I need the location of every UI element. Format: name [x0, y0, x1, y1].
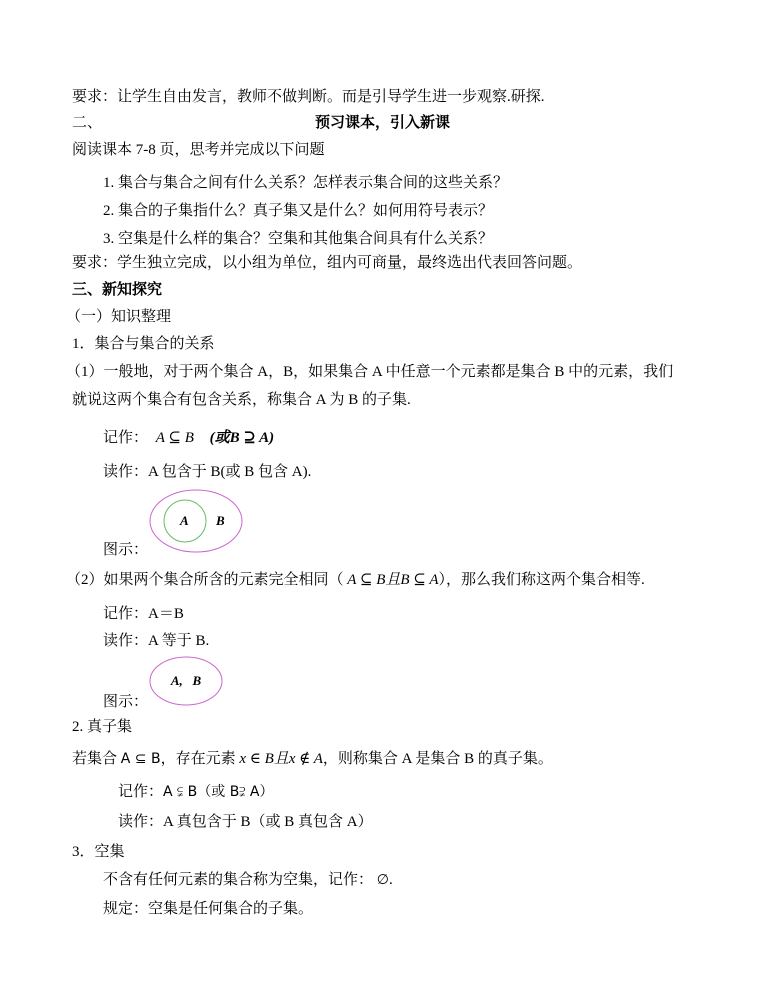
relation-heading: 1．集合与集合的关系 [72, 336, 215, 352]
subset-notation [103, 428, 274, 448]
proper-subset-definition [72, 749, 553, 769]
proper-subset-notation-formula: A ⫋ B（或 B⫌ A） [163, 784, 274, 800]
proper-subset-def-formula2: x ∈ B且x ∉ A [239, 751, 323, 767]
proper-subset-def-part2: ，存在元素 [160, 751, 240, 767]
subset-venn-diagram [145, 485, 250, 560]
empty-set-definition [103, 870, 393, 890]
equal-definition-before: （2）如果两个集合所含的元素完全相同（ [66, 572, 348, 588]
subset-notation-alt: (或B ⊇ A) [209, 430, 275, 446]
proper-subset-def-formula1: A ⊆ B [120, 751, 161, 767]
empty-set-heading: 3．空集 [72, 844, 125, 860]
reading-instruction: 阅读课本 7-8 页，思考并完成以下问题 [72, 142, 325, 158]
proper-subset-reading: 读作：A 真包含于 B（或 B 真包含 A） [118, 814, 373, 830]
proper-subset-notation-label: 记作： [118, 784, 164, 800]
inner-set-label: A [180, 513, 189, 528]
requirement-group-work: 要求：学生独立完成，以小组为单位，组内可商量，最终选出代表回答问题。 [72, 255, 583, 271]
equal-diagram-label: 图示： [103, 694, 149, 710]
equal-definition [66, 570, 645, 590]
subset-diagram-label: 图示： [103, 542, 149, 558]
question-3: 3. 空集是什么样的集合？空集和其他集合间具有什么关系？ [103, 231, 494, 247]
outer-set-label: B [216, 513, 225, 528]
subsection-title: （一）知识整理 [66, 309, 172, 325]
equal-definition-formula: A ⊆ B且B ⊆ A [347, 572, 439, 588]
empty-set-rule: 规定：空集是任何集合的子集。 [103, 901, 314, 917]
section-two-title: 预习课本，引入新课 [315, 115, 451, 131]
equal-definition-after: ），那么我们称这两个集合相等. [438, 572, 645, 588]
empty-set-definition-text: 不含有任何元素的集合称为空集，记作： [103, 872, 377, 888]
proper-subset-notation [118, 782, 274, 802]
proper-subset-def-part3: ，则称集合 A 是集合 B 的真子集。 [322, 751, 553, 767]
proper-subset-heading: 2. 真子集 [72, 719, 133, 735]
equal-notation: 记作：A＝B [103, 606, 184, 622]
empty-set-definition-end: . [388, 872, 393, 888]
subset-notation-label: 记作： [103, 430, 149, 446]
requirement-free-speech: 要求：让学生自由发言，教师不做判断。而是引导学生进一步观察.研探. [72, 89, 545, 105]
subset-definition-line2: 就说这两个集合有包含关系，称集合 A 为 B 的子集. [72, 392, 411, 408]
equal-set-label: A, B [170, 673, 202, 688]
subset-notation-formula: A ⊆ B [155, 430, 194, 446]
section-three-title: 三、新知探究 [72, 282, 163, 298]
subset-definition-line1: （1）一般地，对于两个集合 A，B，如果集合 A 中任意一个元素都是集合 B 中的元素，我们 [66, 364, 674, 380]
equal-reading: 读作：A 等于 B. [103, 633, 210, 649]
subset-reading: 读作：A 包含于 B(或 B 包含 A). [103, 464, 312, 480]
equal-venn-diagram [145, 652, 230, 712]
section-two-number: 二、 [72, 115, 103, 131]
proper-subset-def-part1: 若集合 [72, 751, 121, 767]
question-1: 1. 集合与集合之间有什么关系？怎样表示集合间的这些关系？ [103, 175, 509, 191]
empty-set-symbol: ∅ [376, 872, 389, 888]
question-2: 2. 集合的子集指什么？真子集又是什么？如何用符号表示？ [103, 203, 494, 219]
